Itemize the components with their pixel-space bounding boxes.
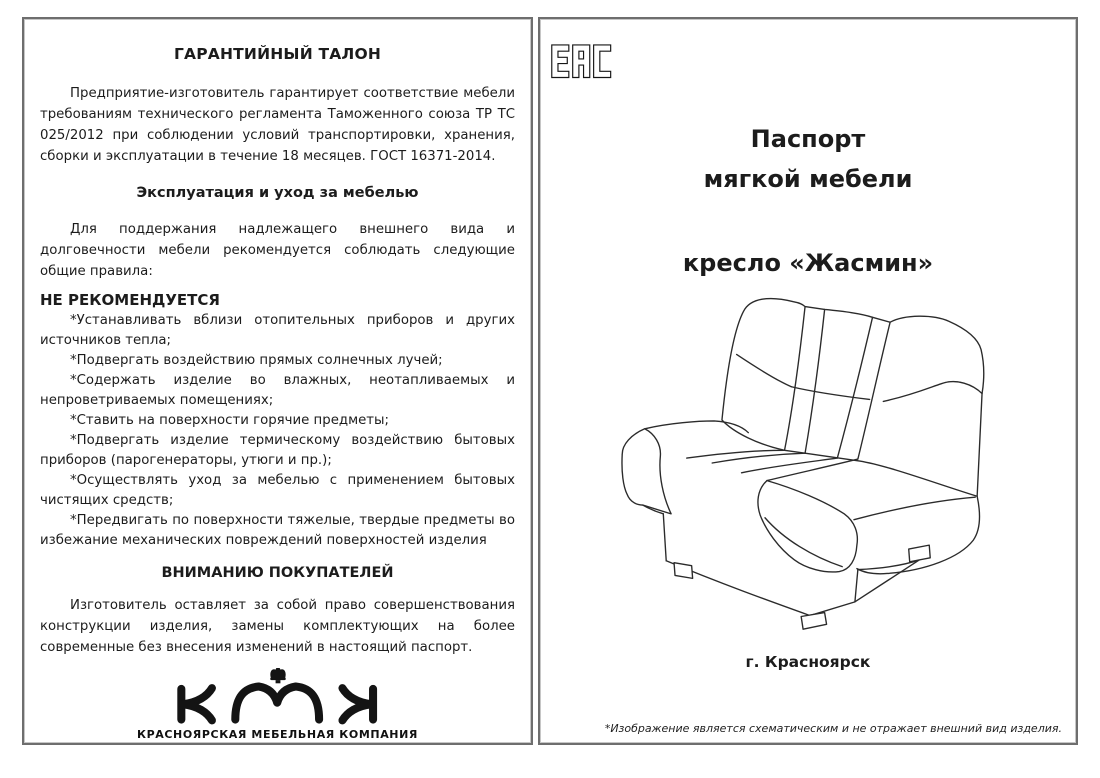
eac-mark-icon xyxy=(551,39,613,85)
passport-title xyxy=(540,119,1076,199)
image-disclaimer: *Изображение является схематическим и не отражает внешний вид изделия. xyxy=(604,722,1062,735)
care-heading: Эксплуатация и уход за мебелью xyxy=(136,185,419,201)
not-recommended-heading: НЕ РЕКОМЕНДУЕТСЯ xyxy=(40,291,220,309)
warranty-page xyxy=(22,17,533,745)
list-item: *Устанавливать вблизи отопительных приборов и других источников тепла; xyxy=(40,313,515,348)
kmk-logo xyxy=(40,668,515,741)
chair-icon xyxy=(270,668,286,683)
care-intro: Для поддержания надлежащего внешнего вида и долговечности мебели рекомендуется соблюдать следующие общие правила: xyxy=(40,222,515,279)
list-item: *Подвергать изделие термическому воздействию бытовых приборов (парогенераторы, утюги и пр.); xyxy=(40,433,515,468)
kmk-logo-icon xyxy=(142,668,414,726)
list-item: *Передвигать по поверхности тяжелые, твердые предметы во избежание механических повреждений поверхностей изделия xyxy=(40,513,515,548)
passport-title-line1: Паспорт xyxy=(750,125,866,153)
passport-title-line2: мягкой мебели xyxy=(703,165,913,193)
attention-heading: ВНИМАНИЮ ПОКУПАТЕЛЕЙ xyxy=(161,565,394,581)
list-item: *Подвергать воздействию прямых солнечных лучей; xyxy=(70,353,443,368)
list-item: *Осуществлять уход за мебелью с применением бытовых чистящих средств; xyxy=(40,473,515,508)
warranty-text: Предприятие-изготовитель гарантирует соответствие мебели требованиям технического регламента Таможенного союза ТР ТС 025/2012 при соблюдении условий транспортировки, хранения, сборки и эксплуатации в течение 18 месяцев. ГОСТ 16371-2014. xyxy=(40,86,515,164)
armchair-illustration xyxy=(540,287,1076,639)
product-name: кресло «Жасмин» xyxy=(682,249,934,277)
city-label: г. Красноярск xyxy=(745,653,871,671)
list-item: *Ставить на поверхности горячие предметы; xyxy=(70,413,390,428)
list-item: *Содержать изделие во влажных, неотапливаемых и непроветриваемых помещениях; xyxy=(40,373,515,408)
warranty-title: ГАРАНТИЙНЫЙ ТАЛОН xyxy=(173,45,382,63)
passport-page xyxy=(538,17,1078,745)
kmk-logo-subtitle: КРАСНОЯРСКАЯ МЕБЕЛЬНАЯ КОМПАНИЯ xyxy=(137,728,418,741)
attention-text: Изготовитель оставляет за собой право совершенствования конструкции изделия, замены комплектующих на более современные без внесения изменений в настоящий паспорт. xyxy=(40,598,515,655)
